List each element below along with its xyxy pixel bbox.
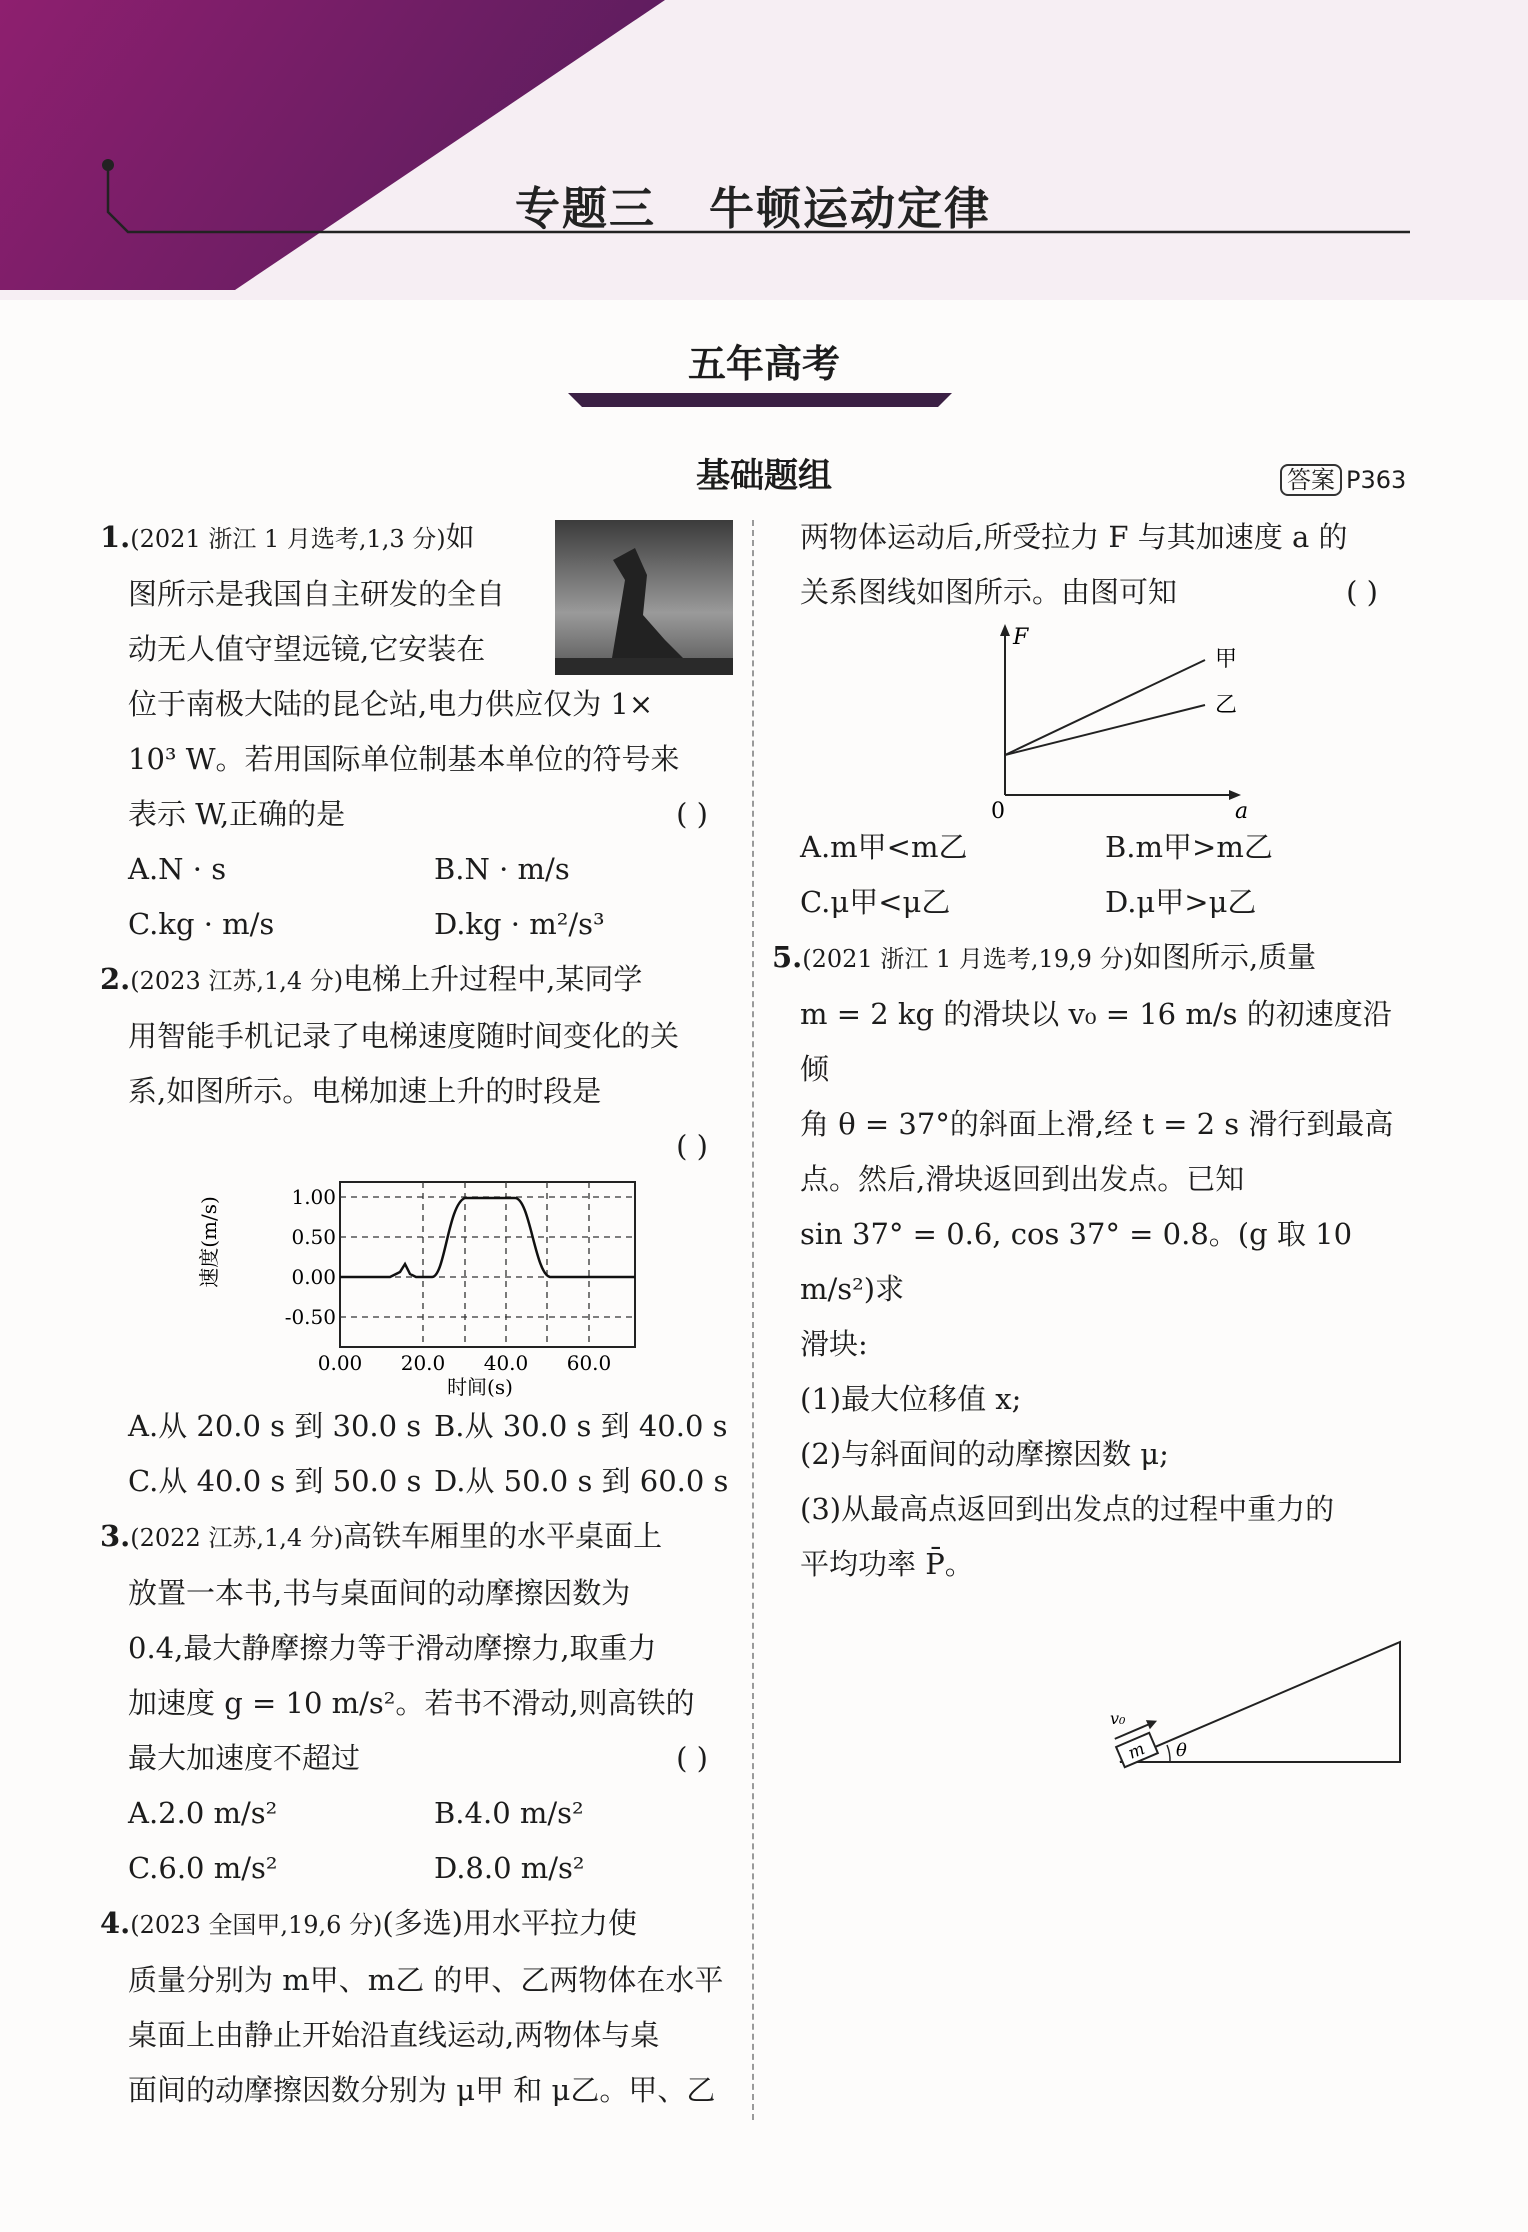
question-source: (2023 江苏,1,4 分) [130,967,344,995]
stem-line: 桌面上由静止开始沿直线运动,两物体与桌 [128,2018,660,2052]
x-tick: 40.0 [483,1351,529,1375]
velocity-time-graph [190,1174,650,1399]
option-c[interactable]: C.6.0 m/s² [128,1851,278,1885]
stem-line: sin 37° = 0.6, cos 37° = 0.8。(g 取 10 m/s²)求 [800,1217,1353,1306]
stem-line: (多选)用水平拉力使 [382,1906,638,1940]
answer-blank[interactable]: ( ) [1346,575,1378,609]
stem-line: 点。然后,滑块返回到出发点。已知 [800,1162,1245,1196]
answer-tag: 答案 [1280,464,1342,496]
answer-reference[interactable] [1280,460,1406,495]
question-3 [100,1509,740,1896]
question-5 [772,930,1410,1792]
question-1 [100,510,740,952]
option-d[interactable]: D.8.0 m/s² [434,1851,585,1885]
stem-line: 滑块: [800,1327,868,1361]
question-4-continued [800,510,1410,930]
question-source: (2021 浙江 1 月选考,1,3 分) [130,525,446,553]
stem-line: 10³ W。若用国际单位制基本单位的符号来 [128,742,680,776]
force-acceleration-graph [945,620,1265,820]
x-tick: 0.00 [317,1351,363,1375]
stem-line: 0.4,最大静摩擦力等于滑动摩擦力,取重力 [128,1631,657,1665]
option-b[interactable]: B.从 30.0 s 到 40.0 s [434,1409,728,1443]
stem-line: 加速度 g = 10 m/s²。若书不滑动,则高铁的 [128,1686,695,1720]
chapter-title: 专题三 牛顿运动定律 [515,182,992,235]
stem-line: 系,如图所示。电梯加速上升的时段是 [128,1074,602,1108]
option-b[interactable]: B.m甲>m乙 [1105,830,1273,864]
question-number: 3. [100,1519,131,1553]
y-tick: 0.50 [291,1225,336,1249]
option-a[interactable]: A.2.0 m/s² [128,1796,278,1830]
question-number: 1. [100,520,131,554]
origin-label: 0 [991,799,1005,820]
sub-question-3-cont: 平均功率 P̄。 [800,1547,974,1581]
f-axis-label: F [1013,625,1029,650]
stem-line: 如 [445,520,475,554]
x-axis-label: 时间(s) [447,1375,513,1399]
sub-question-2: (2)与斜面间的动摩擦因数 μ; [800,1437,1169,1471]
stem-line: 如图所示,质量 [1132,940,1317,974]
left-column [100,510,740,2118]
option-a[interactable]: A.从 20.0 s 到 30.0 s [128,1409,422,1443]
section-underline [568,393,952,407]
y-tick: 1.00 [291,1185,336,1209]
stem-line: 位于南极大陆的昆仑站,电力供应仅为 1× [128,687,654,721]
stem-line: 用智能手机记录了电梯速度随时间变化的关 [128,1019,680,1053]
question-number: 2. [100,962,131,996]
header-banner [0,0,1528,300]
stem-line: 最大加速度不超过 [128,1741,361,1775]
stem-line: 高铁车厢里的水平桌面上 [343,1519,663,1553]
y-tick: -0.50 [284,1305,336,1329]
x-tick: 60.0 [566,1351,612,1375]
option-c[interactable]: C.kg · m/s [128,907,275,941]
option-b[interactable]: B.N · m/s [434,852,570,886]
question-number: 4. [100,1906,131,1940]
option-c[interactable]: C.μ甲<μ乙 [800,885,951,919]
stem-line: 图所示是我国自主研发的全自 [128,577,506,611]
stem-line: 质量分别为 m甲、m乙 的甲、乙两物体在水平 [128,1963,724,1997]
sub-question-3: (3)从最高点返回到出发点的过程中重力的 [800,1492,1335,1526]
option-c[interactable]: C.从 40.0 s 到 50.0 s [128,1464,422,1498]
line-label-jia: 甲 [1215,647,1238,672]
angle-label: θ [1176,1740,1187,1761]
stem-line: 放置一本书,书与桌面间的动摩擦因数为 [128,1576,631,1610]
y-tick: 0.00 [291,1265,336,1289]
option-b[interactable]: B.4.0 m/s² [434,1796,584,1830]
stem-line: 两物体运动后,所受拉力 F 与其加速度 a 的 [800,520,1348,554]
mass-label: m [1125,1738,1148,1764]
stem-line: 电梯上升过程中,某同学 [343,962,643,996]
question-4 [100,1896,740,2118]
question-number: 5. [772,940,803,974]
velocity-time-figure [100,1174,740,1399]
stem-line: m = 2 kg 的滑块以 v₀ = 16 m/s 的初速度沿倾 [800,997,1392,1086]
stem-line: 表示 W,正确的是 [128,797,346,831]
force-acceleration-figure [800,620,1410,820]
answer-blank[interactable]: ( ) [676,797,708,831]
right-column [772,510,1410,1792]
stem-line: 角 θ = 37°的斜面上滑,经 t = 2 s 滑行到最高 [800,1107,1394,1141]
group-title: 基础题组 [696,456,832,496]
y-axis-label: 速度(m/s) [197,1196,221,1288]
section-title: 五年高考 [687,342,840,386]
option-d[interactable]: D.从 50.0 s 到 60.0 s [434,1464,729,1498]
x-tick: 20.0 [400,1351,446,1375]
option-d[interactable]: D.kg · m²/s³ [434,907,605,941]
velocity-label: v₀ [1110,1709,1126,1728]
option-a[interactable]: A.N · s [128,852,227,886]
answer-page: P363 [1346,466,1407,494]
a-axis-label: a [1235,799,1249,820]
line-label-yi: 乙 [1215,693,1238,718]
incline-figure [800,1592,1410,1792]
option-a[interactable]: A.m甲<m乙 [800,830,968,864]
answer-blank[interactable]: ( ) [676,1741,708,1775]
stem-line: 面间的动摩擦因数分别为 μ甲 和 μ乙。甲、乙 [128,2073,716,2107]
question-source: (2023 全国甲,19,6 分) [130,1911,383,1939]
question-source: (2021 浙江 1 月选考,19,9 分) [802,945,1133,973]
question-source: (2022 江苏,1,4 分) [130,1524,344,1552]
sub-question-1: (1)最大位移值 x; [800,1382,1022,1416]
option-d[interactable]: D.μ甲>μ乙 [1105,885,1257,919]
column-divider [752,520,754,2120]
answer-blank[interactable]: ( ) [676,1129,708,1163]
stem-line: 关系图线如图所示。由图可知 [800,575,1178,609]
question-2 [100,952,740,1509]
incline-diagram [1100,1632,1410,1782]
stem-line: 动无人值守望远镜,它安装在 [128,632,486,666]
